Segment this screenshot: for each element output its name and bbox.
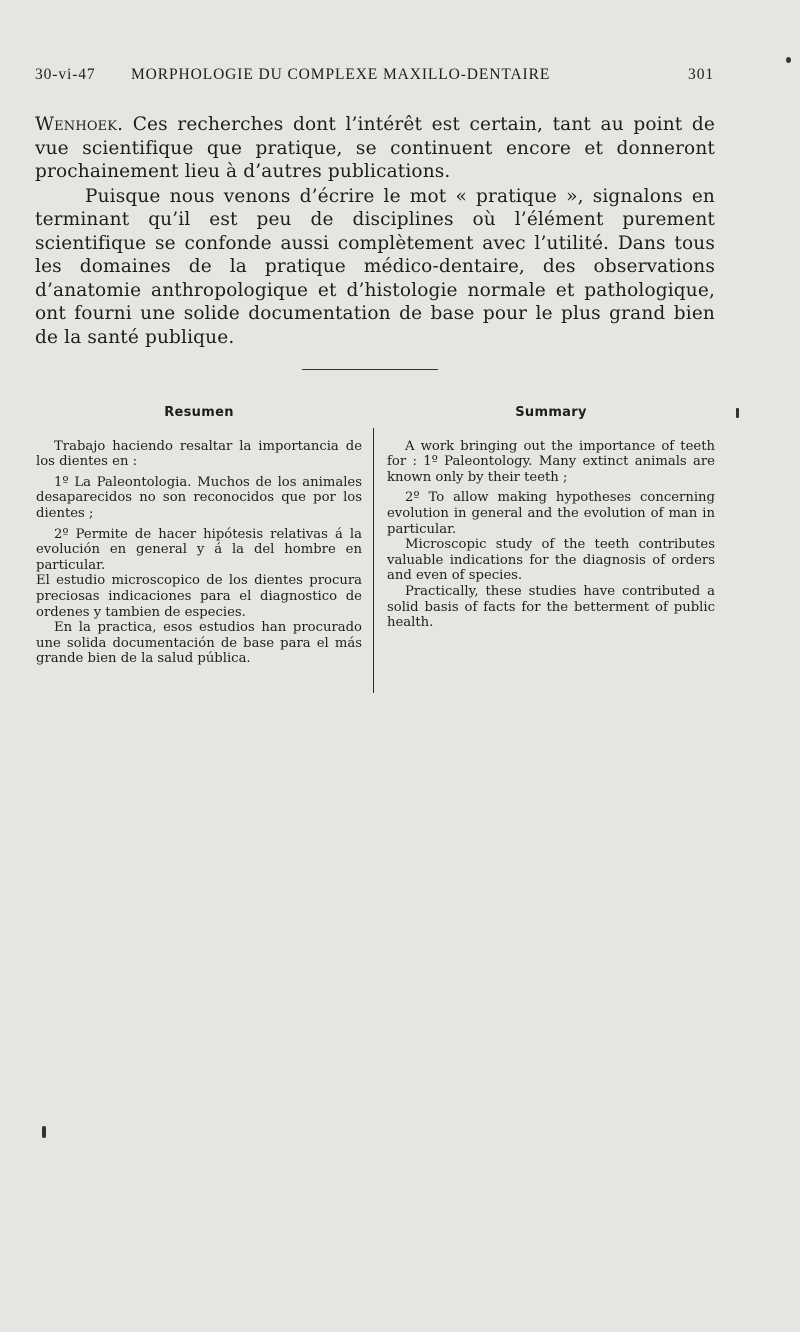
paragraph-1 [35,113,715,184]
author-name: Wenhoek. [35,114,124,135]
column-divider [373,428,374,693]
paragraph-1-text: Ces recherches dont l’intérêt est certain, tant au point de vue scientifique que pratique, se continuent encore et donneront prochainement lieu à d’autres publications. [35,114,715,182]
resumen-paragraph: 2º Permite de hacer hipótesis relativas á la evolución en general y á la del hombre en particular. [36,526,362,573]
summary-heading: Summary [515,405,587,420]
section-rule [302,369,438,370]
summary-paragraph: Practically, these studies have contributed a solid basis of facts for the betterment of public health. [387,583,715,631]
resumen-heading: Resumen [164,405,234,420]
summary-paragraph: 2º To allow making hypotheses concerning evolution in general and the evolution of man in particular. [387,490,715,537]
resumen-paragraph: 1º La Paleontologia. Muchos de los animales desaparecidos no son reconocidos que por los dientes ; [36,474,362,521]
print-speck [42,1126,46,1138]
main-text [35,113,715,349]
print-speck [786,57,791,63]
summary-column [387,405,715,631]
page-number: 301 [688,66,714,83]
print-speck [736,408,739,418]
paragraph-2: Puisque nous venons d’écrire le mot « pratique », signalons en terminant qu’il est peu de disciplines où l’élément purement scientifique se confonde aussi complètement avec l’utilité. Dans tous les domaines de la pratique médico-dentaire, des observations d’anatomie anthropologique et d’histologie normale et pathologique, ont fourni une solide documentation de base pour le plus grand bien de la santé publique. [35,185,715,348]
running-head [35,66,714,86]
resumen-paragraph: En la practica, esos estudios han procurado une solida documentación de base para el más grande bien de la salud pública. [36,620,362,667]
resumen-column [36,405,362,667]
header-title: MORPHOLOGIE DU COMPLEXE MAXILLO-DENTAIRE [131,66,551,83]
resumen-paragraph: Trabajo haciendo resaltar la importancia de los dientes en : [36,438,362,470]
summary-paragraph: Microscopic study of the teeth contributes valuable indications for the diagnosis of orders and even of species. [387,537,715,584]
header-date: 30-vi-47 [35,66,96,83]
resumen-paragraph: El estudio microscopico de los dientes procura preciosas indicaciones para el diagnostico de ordenes y tambien de especies. [36,573,362,620]
summary-paragraph: A work bringing out the importance of teeth for : 1º Paleontology. Many extinct animals are known only by their teeth ; [387,438,715,485]
